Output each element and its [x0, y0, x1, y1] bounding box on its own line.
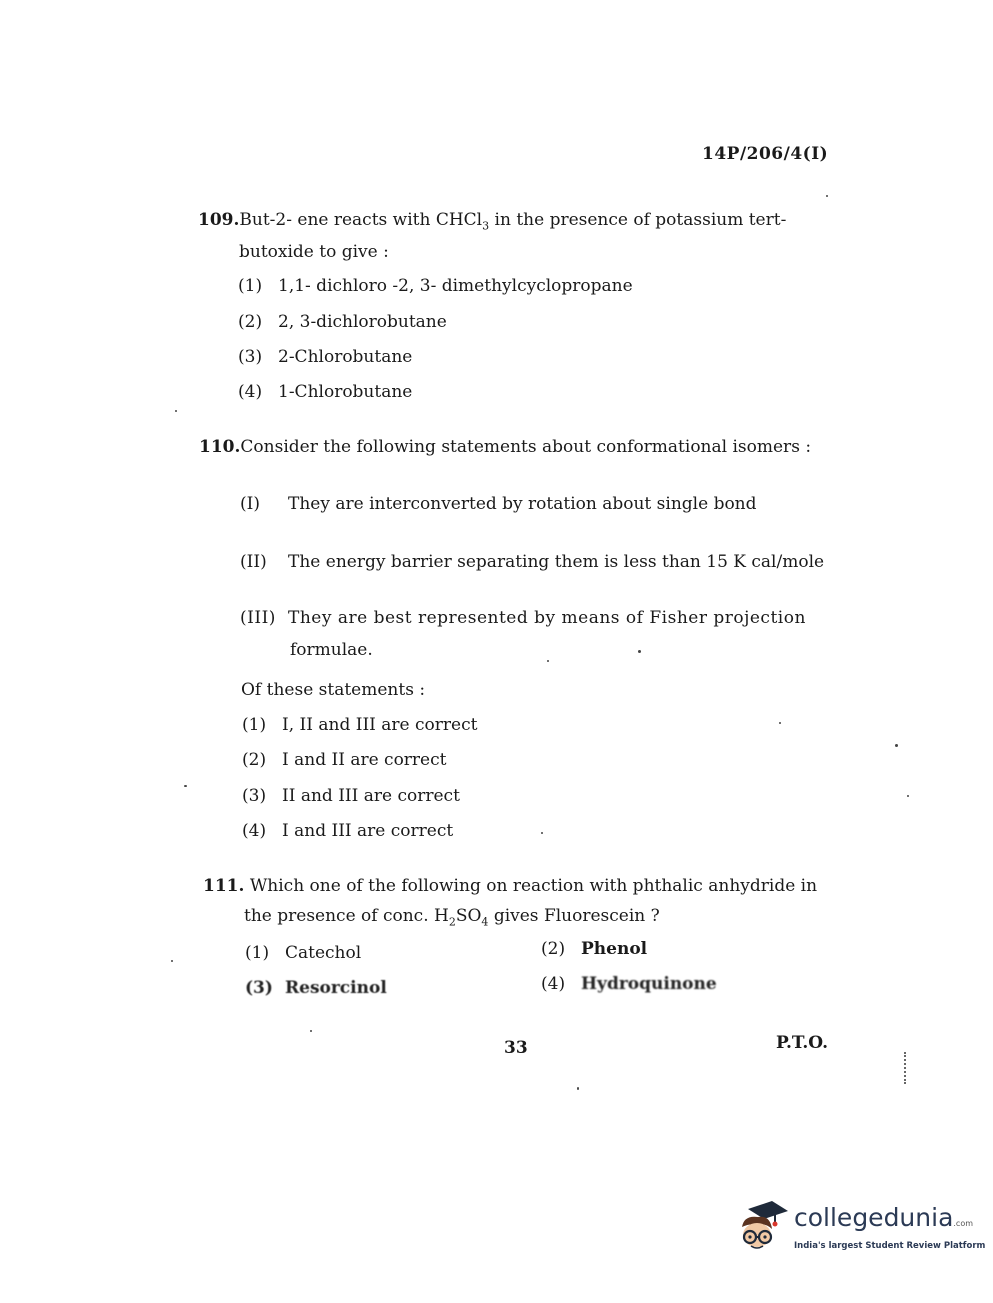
- option: [238, 347, 412, 367]
- scan-speck: [826, 195, 828, 197]
- brand-tld: .com: [953, 1219, 974, 1228]
- scan-mark: [904, 1052, 906, 1084]
- option-number: (4): [541, 974, 566, 994]
- question-text: Consider the following statements about conformational isomers :: [240, 437, 812, 457]
- scan-speck: [638, 650, 641, 653]
- option-number: (2): [541, 939, 566, 959]
- option-number: (4): [242, 821, 267, 841]
- option-number: (2): [242, 750, 267, 770]
- scan-speck: [541, 832, 543, 834]
- option-text: Resorcinol: [285, 978, 387, 998]
- question-109-line2: butoxide to give :: [239, 242, 389, 262]
- statement-line2: formulae.: [290, 640, 373, 660]
- option-text: I, II and III are correct: [282, 715, 478, 735]
- pto-label: P.T.O.: [776, 1033, 828, 1053]
- option: [541, 974, 717, 994]
- statement: [240, 494, 757, 514]
- scan-speck: [171, 960, 173, 962]
- scan-speck: [779, 722, 781, 724]
- brand-name: [794, 1203, 973, 1232]
- statement-text: They are interconverted by rotation about single bond: [288, 494, 757, 514]
- subscript: 2: [448, 915, 456, 929]
- option-text: Phenol: [581, 939, 648, 959]
- brand-tagline: India's largest Student Review Platform: [794, 1241, 986, 1251]
- statement-number: (I): [240, 494, 260, 514]
- option-number: (4): [238, 382, 263, 402]
- option: [238, 276, 633, 296]
- question-110: [199, 437, 811, 457]
- statement: [240, 552, 824, 572]
- option: [238, 312, 447, 332]
- option-number: (1): [245, 943, 270, 963]
- option: [242, 821, 453, 841]
- question-text: But-2- ene reacts with CHCl: [239, 210, 483, 230]
- question-number: 111.: [203, 876, 245, 896]
- question-text: the presence of conc. H: [244, 906, 449, 926]
- statement-number: (II): [240, 552, 267, 572]
- question-text: Which one of the following on reaction with phthalic anhydride in: [249, 876, 818, 896]
- statement-text: The energy barrier separating them is less than 15 K cal/mole: [288, 552, 825, 572]
- option-text: 2-Chlorobutane: [278, 347, 413, 367]
- scan-speck: [184, 785, 187, 787]
- subscript: 4: [481, 915, 489, 929]
- scan-speck: [577, 1087, 579, 1090]
- option-number: (1): [242, 715, 267, 735]
- option-text: Hydroquinone: [581, 974, 717, 994]
- option-number: (3): [242, 786, 267, 806]
- question-111: [203, 876, 817, 896]
- option: [245, 943, 361, 963]
- paper-code: 14P/206/4(I): [702, 144, 829, 164]
- statement-text: They are best represented by means of Fisher projection: [288, 608, 806, 628]
- mascot-icon: [736, 1197, 794, 1257]
- option: [242, 750, 446, 770]
- option-text: 1,1- dichloro -2, 3- dimethylcyclopropane: [278, 276, 633, 296]
- scan-speck: [907, 795, 909, 797]
- option-text: II and III are correct: [282, 786, 460, 806]
- question-text-cont: in the presence of potassium tert-: [489, 210, 787, 230]
- statement-number: (III): [240, 608, 276, 628]
- scan-speck: [547, 660, 549, 662]
- question-109: [198, 210, 786, 232]
- statements-lead: Of these statements :: [241, 680, 426, 700]
- question-text: gives Fluorescein ?: [488, 906, 660, 926]
- subscript: 3: [482, 219, 490, 233]
- question-number: 109.: [198, 210, 240, 230]
- page-number: 33: [504, 1038, 528, 1058]
- question-number: 110.: [199, 437, 241, 457]
- option: [242, 715, 477, 735]
- scan-speck: [310, 1030, 312, 1032]
- option: [238, 382, 412, 402]
- collegedunia-watermark: [736, 1197, 986, 1267]
- option: [245, 978, 387, 998]
- scan-speck: [895, 744, 898, 747]
- option-number: (3): [238, 347, 263, 367]
- brand-text: collegedunia: [794, 1203, 954, 1232]
- option-number: (1): [238, 276, 263, 296]
- option: [242, 786, 460, 806]
- option-text: 2, 3-dichlorobutane: [278, 312, 447, 332]
- option: [541, 939, 647, 959]
- option-text: I and II are correct: [282, 750, 447, 770]
- option-number: (2): [238, 312, 263, 332]
- scan-speck: [175, 410, 177, 412]
- option-text: Catechol: [285, 943, 362, 963]
- statement: [240, 608, 806, 628]
- question-111-line2: [244, 906, 660, 928]
- question-text: SO: [455, 906, 482, 926]
- option-text: 1-Chlorobutane: [278, 382, 413, 402]
- option-text: I and III are correct: [282, 821, 454, 841]
- option-number: (3): [245, 978, 273, 998]
